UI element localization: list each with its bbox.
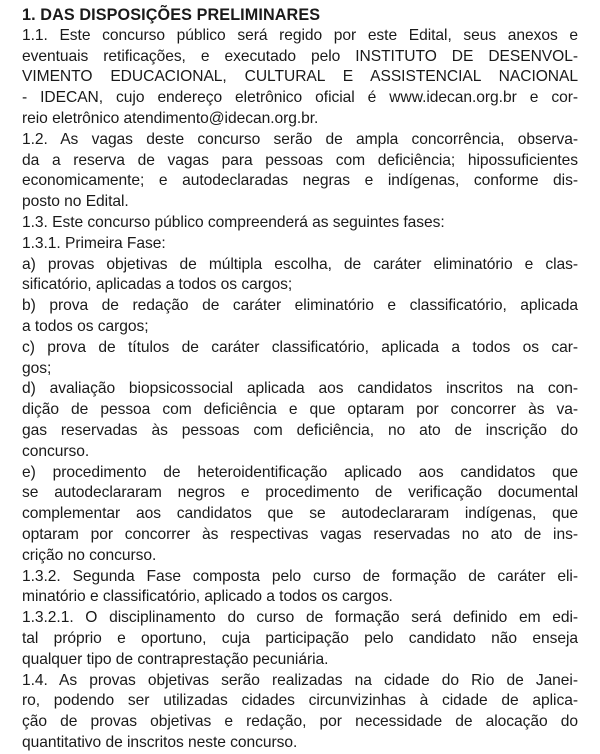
text-line: dição de pessoa com deficiência e que optaram por concorrer às va- <box>22 401 578 419</box>
paragraph <box>22 234 578 255</box>
text-line: e) procedimento de heteroidentificação aplicado aos candidatos que <box>22 463 578 481</box>
paragraph <box>22 130 578 213</box>
text-line: optaram por concorrer às respectivas vagas reservadas no ato de ins- <box>22 525 578 543</box>
text-line: 1.2. As vagas deste concurso serão de ampla concorrência, observa- <box>22 130 578 148</box>
section-body <box>22 26 578 754</box>
text-line: da a reserva de vagas para pessoas com deficiência; hipossuficientes <box>22 151 578 169</box>
paragraph <box>22 567 578 609</box>
text-line: d) avaliação biopsicossocial aplicada aos candidatos inscritos na con- <box>22 380 578 398</box>
text-line: se autodeclararam negros e procedimento de verificação documental <box>22 484 578 502</box>
text-line: quantitativo de inscritos neste concurso. <box>22 733 298 751</box>
text-line: - IDECAN, cujo endereço eletrônico oficial é www.idecan.org.br e cor- <box>22 89 578 107</box>
paragraph <box>22 296 578 338</box>
text-line: qualquer tipo de contraprestação pecuniária. <box>22 650 329 668</box>
paragraph <box>22 671 578 754</box>
text-line: tal próprio e oportuno, cuja participação pelo candidato não enseja <box>22 629 578 647</box>
text-line: posto no Edital. <box>22 193 129 211</box>
text-line: economicamente; e autodeclaradas negras e indígenas, conforme dis- <box>22 172 578 190</box>
text-line: eventuais retificações, e executado pelo INSTITUTO DE DESENVOL- <box>22 47 578 65</box>
paragraph <box>22 213 578 234</box>
text-line: a todos os cargos; <box>22 317 149 335</box>
text-line: b) prova de redação de caráter eliminatório e classificatório, aplicada <box>22 297 578 315</box>
paragraph <box>22 255 578 297</box>
text-line: gos; <box>22 359 52 377</box>
paragraph <box>22 608 578 670</box>
text-line: c) prova de títulos de caráter classificatório, aplicada a todos os car- <box>22 338 578 356</box>
text-line: 1.3.1. Primeira Fase: <box>22 234 166 252</box>
text-line: 1.1. Este concurso público será regido por este Edital, seus anexos e <box>22 26 578 44</box>
text-line: 1.3.2. Segunda Fase composta pelo curso de formação de caráter eli- <box>22 567 578 585</box>
text-line: sificatório, aplicadas a todos os cargos; <box>22 276 293 294</box>
paragraph <box>22 379 578 462</box>
paragraph <box>22 338 578 380</box>
text-line: ção de provas objetivas e redação, por necessidade de alocação do <box>22 713 578 731</box>
text-line: minatório e classificatório, aplicado a todos os cargos. <box>22 588 393 606</box>
text-line: 1.3.2.1. O disciplinamento do curso de formação será definido em edi- <box>22 609 578 627</box>
text-line: 1.3. Este concurso público compreenderá as seguintes fases: <box>22 213 445 231</box>
text-line: ro, podendo ser utilizadas cidades circunvizinhas à cidade de aplica- <box>22 692 578 710</box>
text-line: 1.4. As provas objetivas serão realizadas na cidade do Rio de Janei- <box>22 671 578 689</box>
section-title: 1. DAS DISPOSIÇÕES PRELIMINARES <box>22 6 321 24</box>
paragraph <box>22 26 578 130</box>
text-line: a) provas objetivas de múltipla escolha, de caráter eliminatório e clas- <box>22 255 578 273</box>
text-line: complementar aos candidatos que se autodeclararam indígenas, que <box>22 505 578 523</box>
text-line: concurso. <box>22 442 90 460</box>
paragraph <box>22 463 578 567</box>
text-line: gas reservadas às pessoas com deficiência, no ato de inscrição do <box>22 421 578 439</box>
text-line: reio eletrônico atendimento@idecan.org.br. <box>22 109 319 127</box>
text-line: VIMENTO EDUCACIONAL, CULTURAL E ASSISTENCIAL NACIONAL <box>22 68 578 86</box>
text-line: crição no concurso. <box>22 546 157 564</box>
